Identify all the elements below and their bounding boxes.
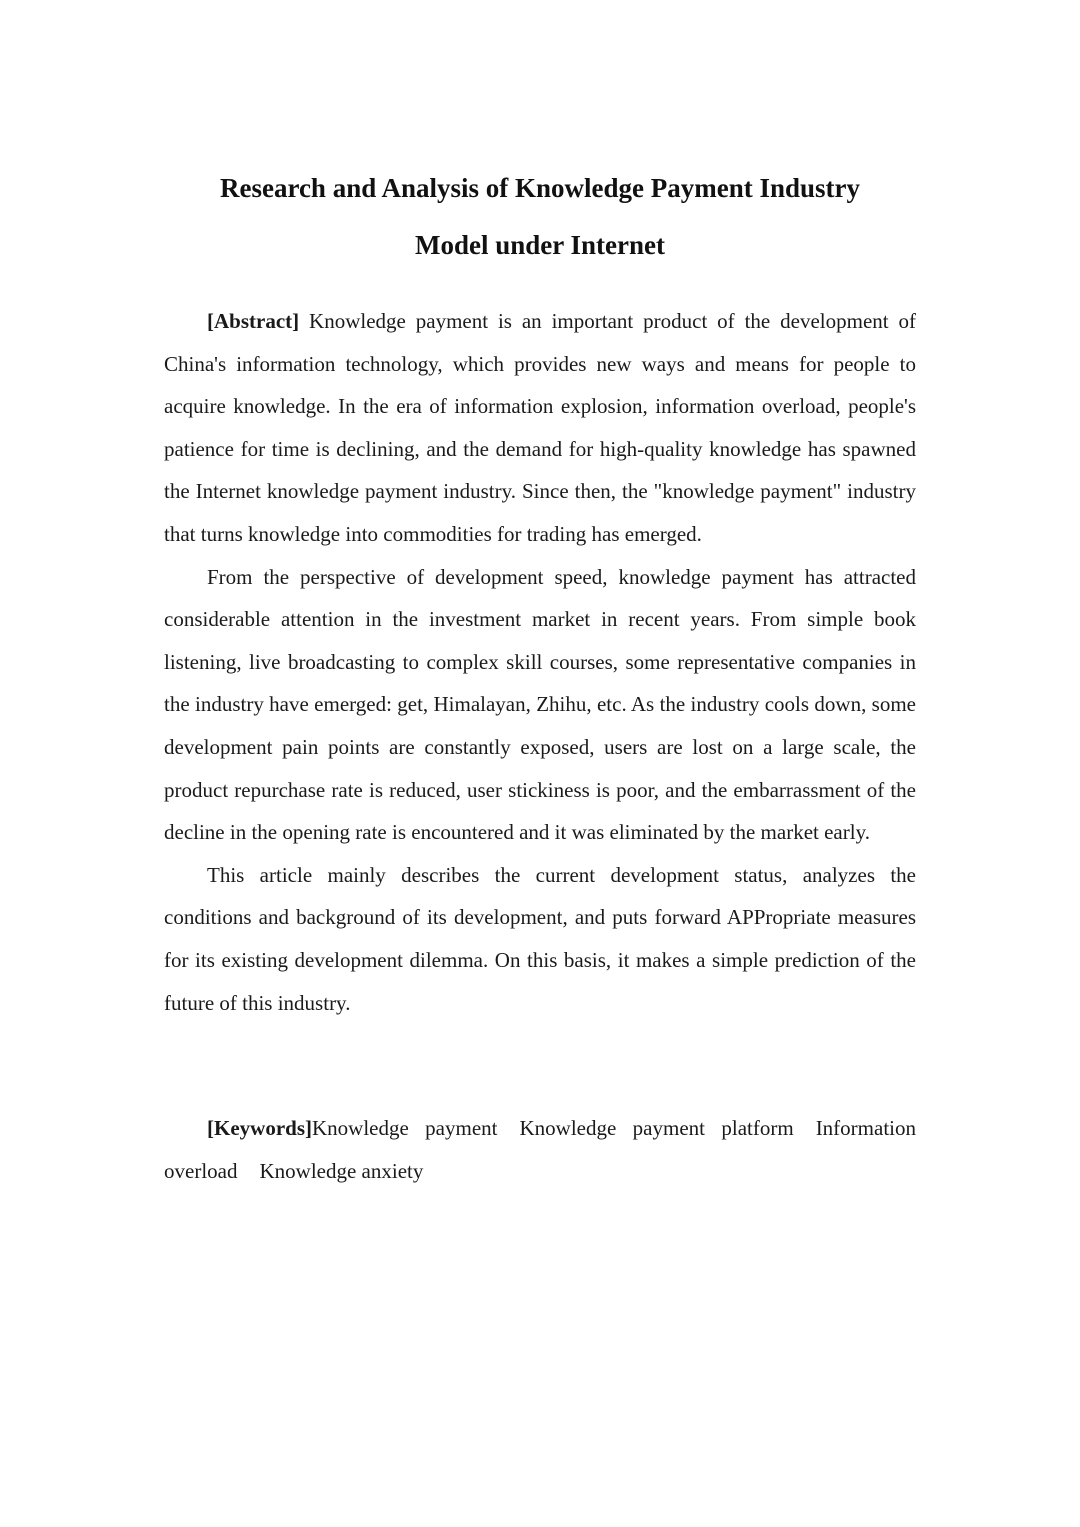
abstract-paragraph-3: This article mainly describes the current development status, analyzes the conditions and background of its development, and puts forward APPropriate measures for its existing development dilemma. On this basis, it makes a simple prediction of the future of this industry. <box>164 862 916 1015</box>
keyword-item: Knowledge payment platform <box>519 1116 794 1140</box>
paper-title <box>164 160 916 274</box>
abstract-paragraph-2: From the perspective of development speed, knowledge payment has attracted considerable attention in the investment market in recent years. From simple book listening, live broadcasting to complex skill courses, some representative companies in the industry have emerged: get, Himalayan, Zhihu, etc. As the industry cools down, some development pain points are constantly exposed, users are lost on a large scale, the product repurchase rate is reduced, user stickiness is poor, and the embarrassment of the decline in the opening rate is encountered and it was eliminated by the market early. <box>164 564 916 845</box>
keywords-label: [Keywords] <box>207 1116 312 1140</box>
keyword-item: Knowledge payment <box>311 1116 498 1140</box>
keywords-section <box>164 1107 916 1192</box>
abstract-label: [Abstract] <box>207 309 300 333</box>
abstract-paragraph <box>164 300 916 556</box>
abstract-section <box>164 300 916 1024</box>
title-line-2: Model under Internet <box>415 230 665 260</box>
abstract-text: Knowledge payment is an important product of the development of China's information technology, which provides new ways and means for people to acquire knowledge. In the era of information explosion, information overload, people's patience for time is declining, and the demand for high-quality knowledge has spawned the Internet knowledge payment industry. Since then, the "knowledge payment" industry that turns knowledge into commodities for trading has emerged. <box>164 309 916 546</box>
keyword-item: Knowledge anxiety <box>259 1158 424 1183</box>
title-line-1: Research and Analysis of Knowledge Payment Industry <box>219 173 861 203</box>
keyword-item: Information overload <box>164 1116 916 1183</box>
document-page <box>164 0 916 1527</box>
